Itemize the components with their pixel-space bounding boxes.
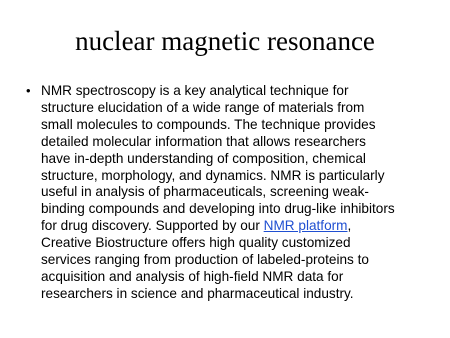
paragraph-line: structure elucidation of a wide range of materials from (41, 99, 365, 115)
paragraph-line: Creative Biostructure offers high quality customized (41, 235, 351, 251)
bullet-dot-icon: • (26, 83, 31, 98)
bullet-item (24, 83, 428, 303)
paragraph-line-prefix: for drug discovery. Supported by our (41, 218, 264, 234)
paragraph-line: acquisition and analysis of high-field NMR data for (41, 268, 344, 284)
bullet-list (24, 83, 428, 303)
paragraph-line-with-link (41, 218, 428, 235)
link-suffix: , (347, 218, 352, 234)
paragraph-line: NMR spectroscopy is a key analytical technique for (41, 83, 349, 98)
nmr-platform-link[interactable]: NMR platform (263, 218, 348, 234)
paragraph-line: small molecules to compounds. The technique provides (41, 116, 376, 132)
paragraph-line: have in-depth understanding of composition, chemical (41, 150, 366, 166)
paragraph-line: researchers in science and pharmaceutical industry. (41, 285, 354, 301)
paragraph-line: useful in analysis of pharmaceuticals, screening weak- (41, 184, 369, 200)
slide-title: nuclear magnetic resonance (75, 26, 375, 56)
paragraph-line: structure, morphology, and dynamics. NMR is particularly (41, 167, 385, 183)
paragraph-line: services ranging from production of labeled-proteins to (41, 252, 369, 268)
paragraph-line: binding compounds and developing into drug-like inhibitors (41, 201, 395, 217)
paragraph-line: detailed molecular information that allows researchers (41, 133, 366, 149)
